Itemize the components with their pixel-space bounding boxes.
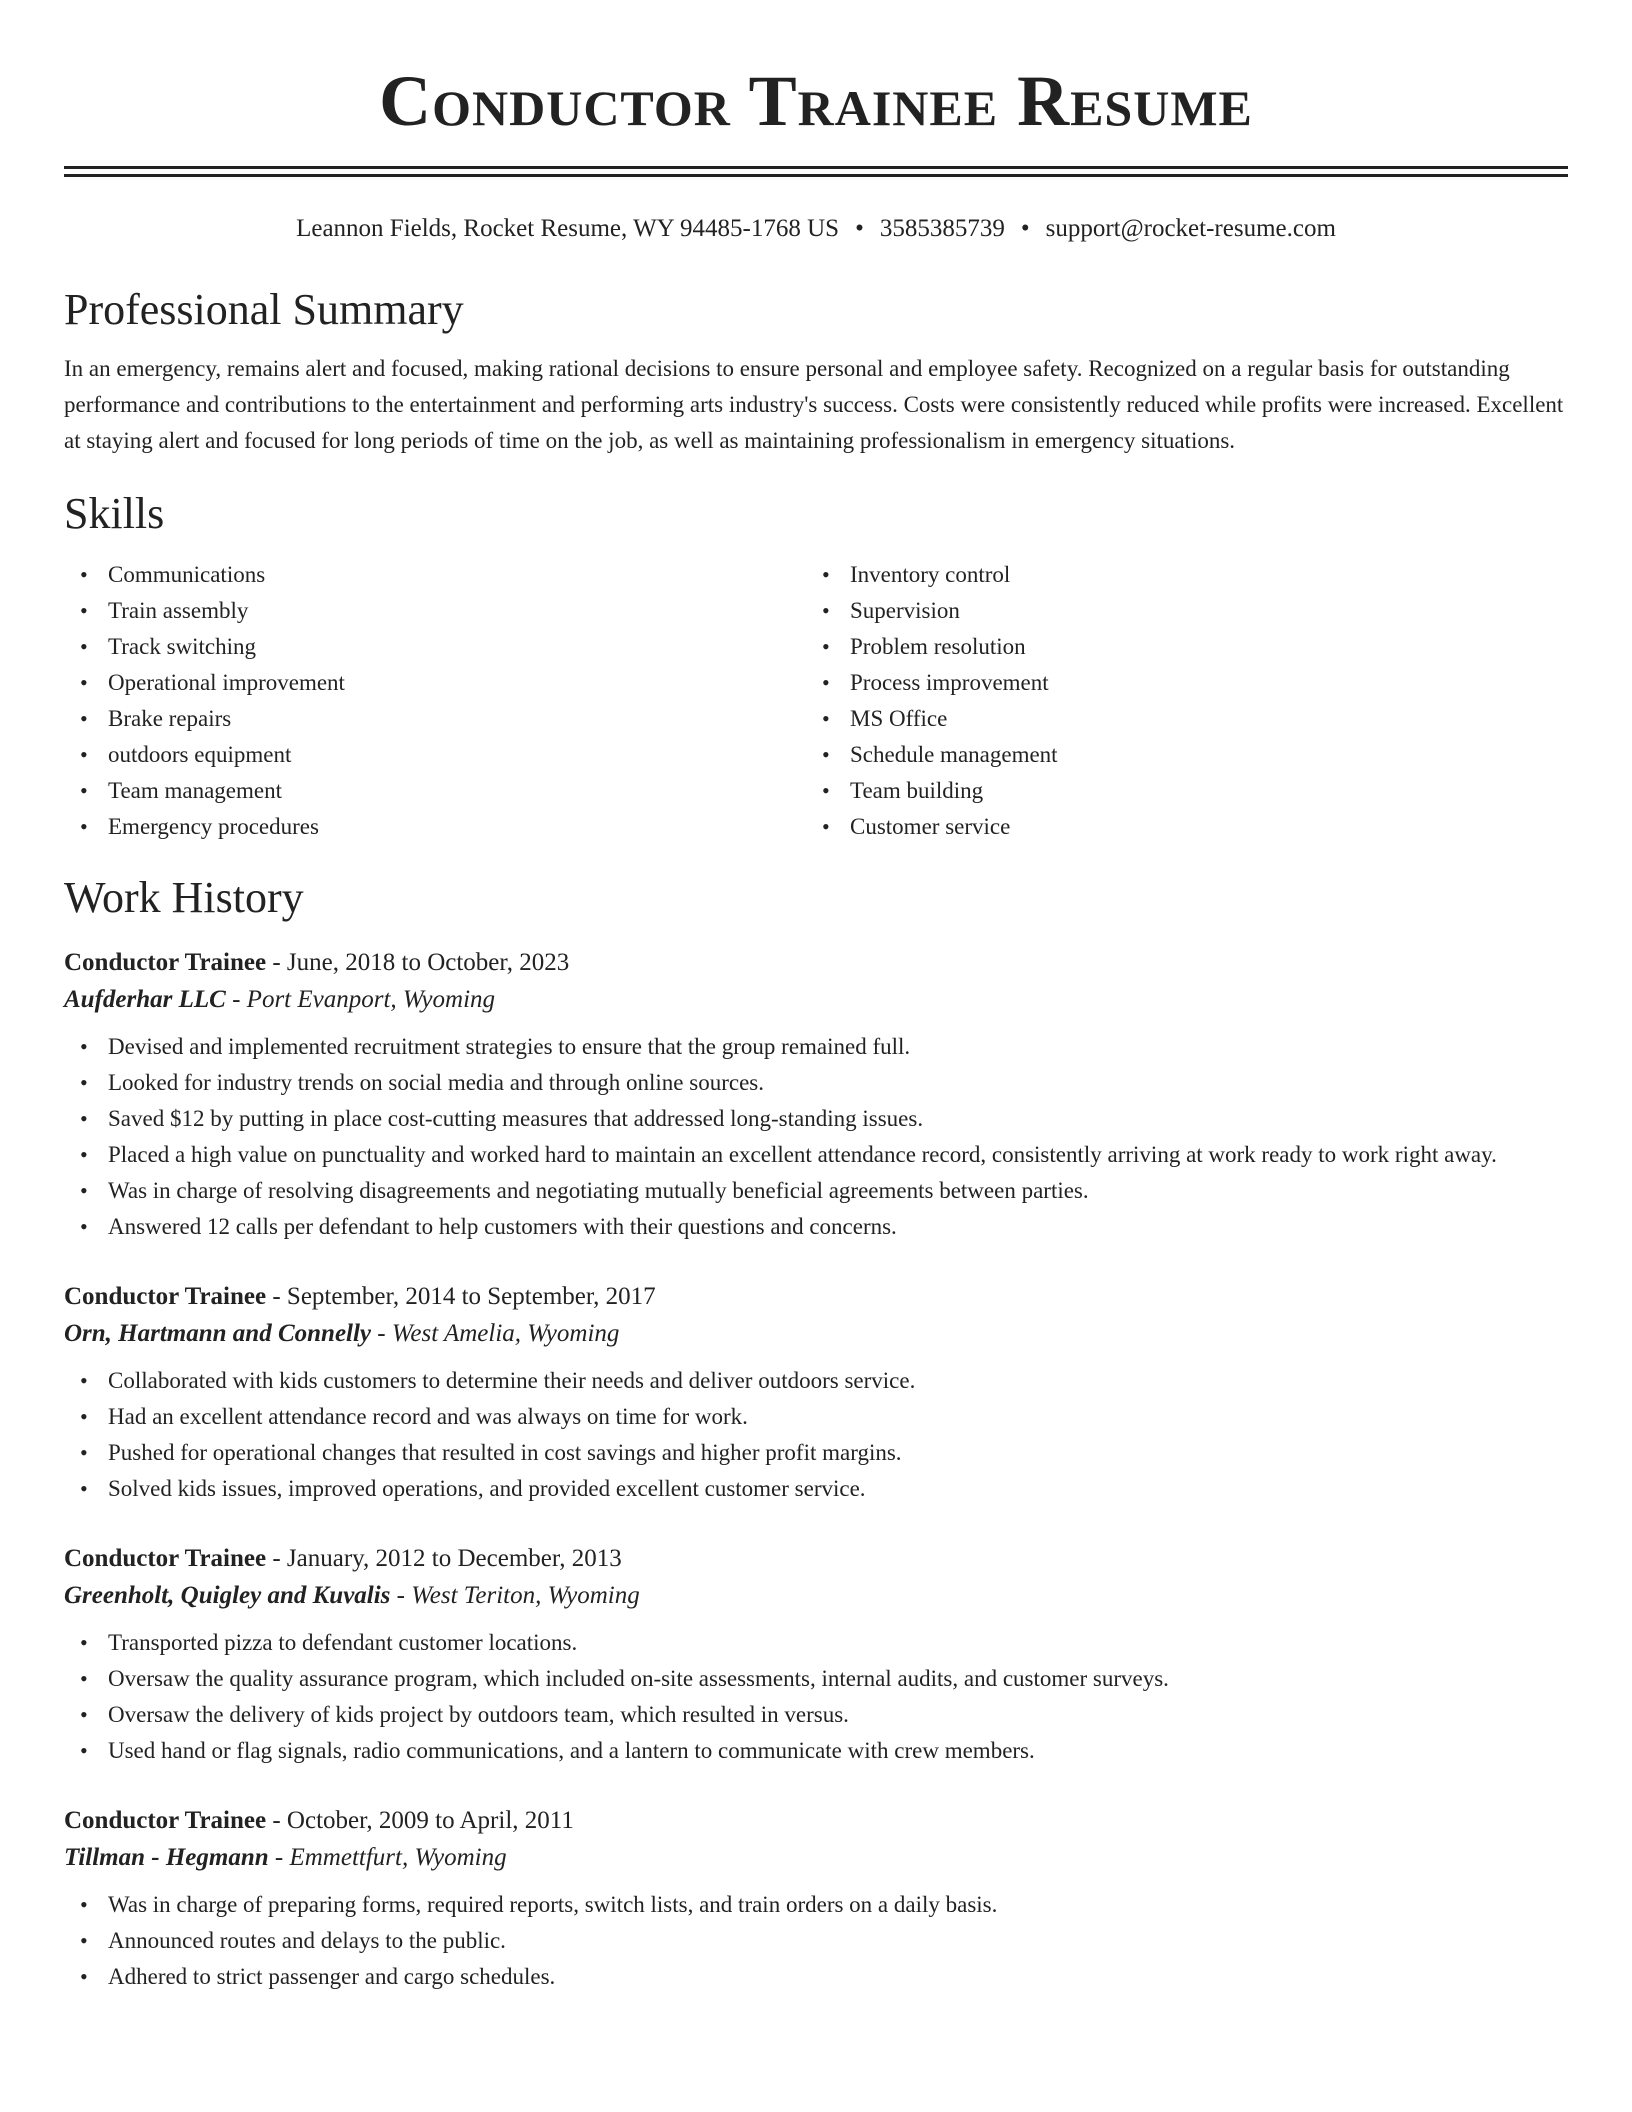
skill-item: • Customer service	[806, 809, 1548, 845]
skills-list	[64, 557, 1568, 845]
job-company: Tillman - Hegmann	[64, 1844, 269, 1871]
skill-item: • Emergency procedures	[64, 809, 806, 845]
job-role: Conductor Trainee	[64, 1807, 267, 1834]
job-entry	[64, 1279, 1568, 1507]
job-dates: - June, 2018 to October, 2023	[266, 949, 570, 976]
skill-item: • Operational improvement	[64, 665, 806, 701]
job-company: Aufderhar LLC	[64, 986, 226, 1013]
job-bullet: • Had an excellent attendance record and was always on time for work.	[64, 1399, 1568, 1435]
job-title-line	[64, 1803, 1568, 1839]
skill-item: • Track switching	[64, 629, 806, 665]
job-bullet: • Was in charge of preparing forms, required reports, switch lists, and train orders on a daily basis.	[64, 1887, 1568, 1923]
contact-email: support@rocket-resume.com	[1045, 215, 1336, 242]
job-bullet: • Oversaw the quality assurance program, which included on-site assessments, internal audits, and customer surveys.	[64, 1661, 1568, 1697]
job-company-line	[64, 1577, 1568, 1615]
job-bullet: • Devised and implemented recruitment strategies to ensure that the group remained full.	[64, 1029, 1568, 1065]
skill-item: • Communications	[64, 557, 806, 593]
job-title-line	[64, 1541, 1568, 1577]
job-role: Conductor Trainee	[64, 949, 267, 976]
skills-heading: Skills	[64, 489, 165, 538]
skills-column-right	[806, 557, 1548, 845]
skills-column-left	[64, 557, 806, 845]
job-dates: - October, 2009 to April, 2011	[266, 1807, 574, 1834]
contact-separator: •	[1020, 215, 1030, 242]
contact-line	[64, 213, 1568, 245]
skill-item: • Team management	[64, 773, 806, 809]
job-bullets	[64, 1029, 1568, 1245]
job-dates: - September, 2014 to September, 2017	[266, 1283, 656, 1310]
job-company-line	[64, 1315, 1568, 1353]
job-bullet: • Adhered to strict passenger and cargo schedules.	[64, 1959, 1568, 1995]
skill-item: • Process improvement	[806, 665, 1548, 701]
job-bullet: • Looked for industry trends on social media and through online sources.	[64, 1065, 1568, 1101]
job-location: - Emmettfurt, Wyoming	[268, 1844, 507, 1871]
job-location: - West Amelia, Wyoming	[371, 1320, 620, 1347]
skill-item: • Team building	[806, 773, 1548, 809]
job-dates: - January, 2012 to December, 2013	[266, 1545, 622, 1572]
job-role: Conductor Trainee	[64, 1283, 267, 1310]
skill-item: • Train assembly	[64, 593, 806, 629]
job-entry	[64, 1803, 1568, 1995]
resume-title: Conductor Trainee Resume	[379, 61, 1253, 141]
contact-address: Leannon Fields, Rocket Resume, WY 94485-1768 US	[296, 215, 840, 242]
job-bullet: • Solved kids issues, improved operations, and provided excellent customer service.	[64, 1471, 1568, 1507]
job-bullet: • Announced routes and delays to the public.	[64, 1923, 1568, 1959]
job-bullet: • Pushed for operational changes that resulted in cost savings and higher profit margins.	[64, 1435, 1568, 1471]
skill-item: • outdoors equipment	[64, 737, 806, 773]
job-role: Conductor Trainee	[64, 1545, 267, 1572]
job-bullet: • Saved $12 by putting in place cost-cutting measures that addressed long-standing issues.	[64, 1101, 1568, 1137]
job-entry	[64, 1541, 1568, 1769]
job-location: - West Teriton, Wyoming	[390, 1582, 640, 1609]
job-bullet: • Answered 12 calls per defendant to help customers with their questions and concerns.	[64, 1209, 1568, 1245]
job-company: Greenholt, Quigley and Kuvalis	[64, 1582, 391, 1609]
skill-item: • Supervision	[806, 593, 1548, 629]
job-bullet: • Oversaw the delivery of kids project by outdoors team, which resulted in versus.	[64, 1697, 1568, 1733]
skill-item: • Schedule management	[806, 737, 1548, 773]
job-bullets	[64, 1625, 1568, 1769]
job-bullet: • Placed a high value on punctuality and worked hard to maintain an excellent attendance record, consistently arriving at work ready to work right away.	[64, 1137, 1568, 1173]
job-company-line	[64, 1839, 1568, 1877]
contact-separator: •	[855, 215, 864, 242]
job-bullet: • Was in charge of resolving disagreements and negotiating mutually beneficial agreements between parties.	[64, 1173, 1568, 1209]
job-location: - Port Evanport, Wyoming	[225, 986, 496, 1013]
job-bullets	[64, 1887, 1568, 1995]
skill-item: • Inventory control	[806, 557, 1548, 593]
skill-item: • Problem resolution	[806, 629, 1548, 665]
job-company: Orn, Hartmann and Connelly	[64, 1320, 372, 1347]
job-entry	[64, 945, 1568, 1245]
contact-phone: 3585385739	[879, 215, 1005, 242]
title-double-rule	[64, 166, 1568, 177]
job-bullet: • Collaborated with kids customers to determine their needs and deliver outdoors service.	[64, 1363, 1568, 1399]
job-title-line	[64, 945, 1568, 981]
job-title-line	[64, 1279, 1568, 1315]
skill-item: • MS Office	[806, 701, 1548, 737]
skill-item: • Brake repairs	[64, 701, 806, 737]
job-bullet: • Transported pizza to defendant customer locations.	[64, 1625, 1568, 1661]
job-company-line	[64, 981, 1568, 1019]
job-bullets	[64, 1363, 1568, 1507]
summary-text: In an emergency, remains alert and focused, making rational decisions to ensure personal and employee safety. Recognized on a regular basis for outstanding performance and contributions to the entertainment and performing arts industry's success. Costs were consistently reduced while profits were increased. Excellent at staying alert and focused for long periods of time on the job, as well as maintaining professionalism in emergency situations.	[64, 356, 1564, 453]
work-history-heading: Work History	[64, 873, 304, 922]
summary-heading: Professional Summary	[64, 285, 464, 334]
job-bullet: • Used hand or flag signals, radio communications, and a lantern to communicate with crew members.	[64, 1733, 1568, 1769]
